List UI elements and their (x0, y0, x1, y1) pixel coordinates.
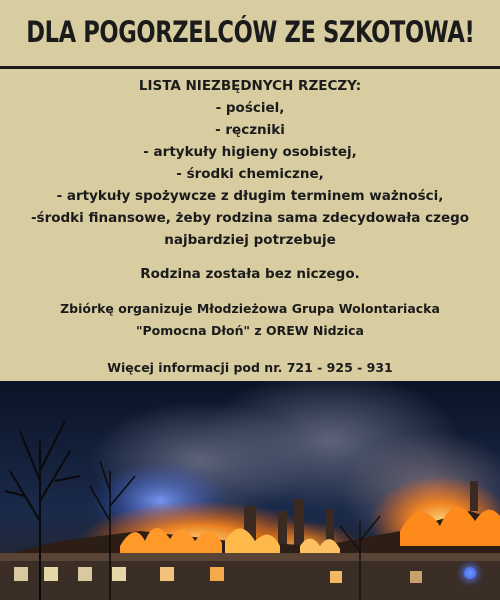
list-item: -środki finansowe, żeby rodzina sama zdecydowała czego (30, 210, 470, 226)
emergency-light-glow (456, 559, 484, 587)
chimney (294, 499, 304, 549)
list-heading: LISTA NIEZBĘDNYCH RZECZY: (138, 78, 362, 94)
building-eave (0, 553, 500, 561)
window (160, 567, 174, 581)
window (330, 571, 342, 583)
list-item: - pościel, (215, 100, 285, 116)
list-item: najbardziej potrzebuje (164, 232, 336, 248)
chimney (470, 481, 478, 511)
list-item: - artykuły higieny osobistej, (143, 144, 357, 160)
fire-photo (0, 381, 500, 600)
list-item: - ręczniki (215, 122, 285, 138)
window (112, 567, 126, 581)
contact-info: Więcej informacji pod nr. 721 - 925 - 931 (107, 360, 393, 375)
window (44, 567, 58, 581)
info-panel (0, 70, 500, 382)
organizer-line: Zbiórkę organizuje Młodzieżowa Grupa Wolontariacka (60, 301, 440, 316)
window (410, 571, 422, 583)
window (210, 567, 224, 581)
header (0, 0, 500, 66)
organizer-line: "Pomocna Dłoń" z OREW Nidzica (136, 323, 364, 338)
headline: DLA POGORZELCÓW ZE SZKOTOWA! (25, 15, 475, 49)
header-divider (0, 66, 500, 69)
fire-scene-illustration (0, 381, 500, 600)
chimney (278, 511, 287, 549)
notice-text: Rodzina została bez niczego. (140, 266, 360, 282)
building-facade (0, 559, 500, 600)
list-item: - środki chemiczne, (176, 166, 324, 182)
list-item: - artykuły spożywcze z długim terminem ważności, (56, 188, 444, 204)
window (78, 567, 92, 581)
window (14, 567, 28, 581)
